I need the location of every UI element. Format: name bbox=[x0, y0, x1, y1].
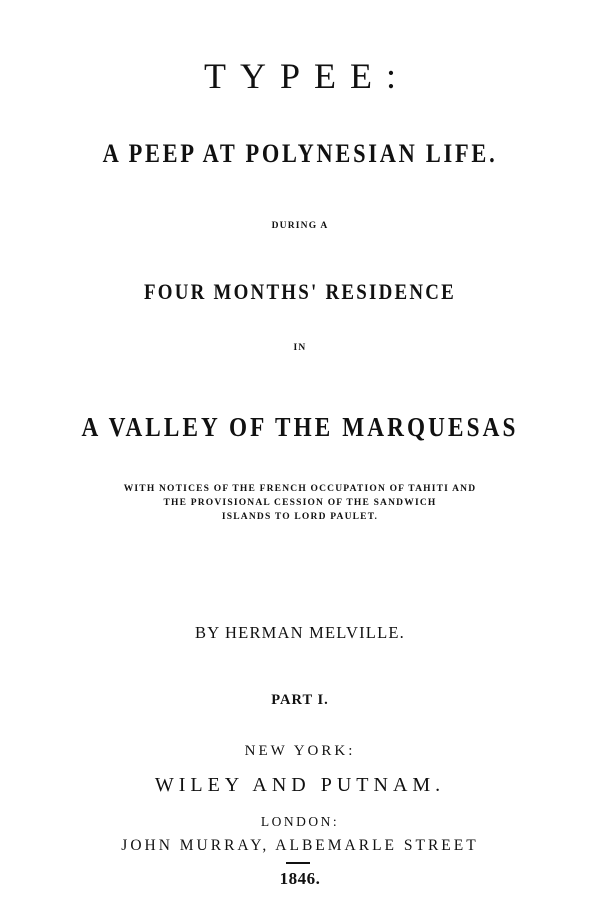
notice-line: THE PROVISIONAL CESSION OF THE SANDWICH bbox=[163, 498, 437, 508]
author-line: BY HERMAN MELVILLE. bbox=[195, 623, 405, 642]
notice-line: WITH NOTICES OF THE FRENCH OCCUPATION OF TAHITI AND bbox=[123, 484, 477, 494]
book-title: TYPEE: bbox=[204, 56, 410, 96]
publisher-name-uk: JOHN MURRAY, ALBEMARLE STREET bbox=[121, 837, 479, 854]
publisher-city-london: LONDON: bbox=[260, 814, 340, 829]
divider-rule bbox=[286, 862, 310, 864]
publisher-city-new-york: NEW YORK: bbox=[244, 743, 356, 759]
publication-year: 1846. bbox=[279, 869, 321, 888]
book-subtitle: A PEEP AT POLYNESIAN LIFE. bbox=[102, 139, 498, 168]
notice-line: ISLANDS TO LORD PAULET. bbox=[221, 512, 379, 522]
connector-during: DURING A bbox=[271, 221, 329, 231]
notices-block bbox=[0, 482, 600, 524]
connector-in: IN bbox=[293, 343, 307, 353]
residence-line: FOUR MONTHS' RESIDENCE bbox=[143, 279, 456, 304]
part-label: PART I. bbox=[271, 692, 329, 708]
publisher-name-us: WILEY AND PUTNAM. bbox=[154, 774, 446, 796]
valley-line: A VALLEY OF THE MARQUESAS bbox=[81, 412, 519, 442]
